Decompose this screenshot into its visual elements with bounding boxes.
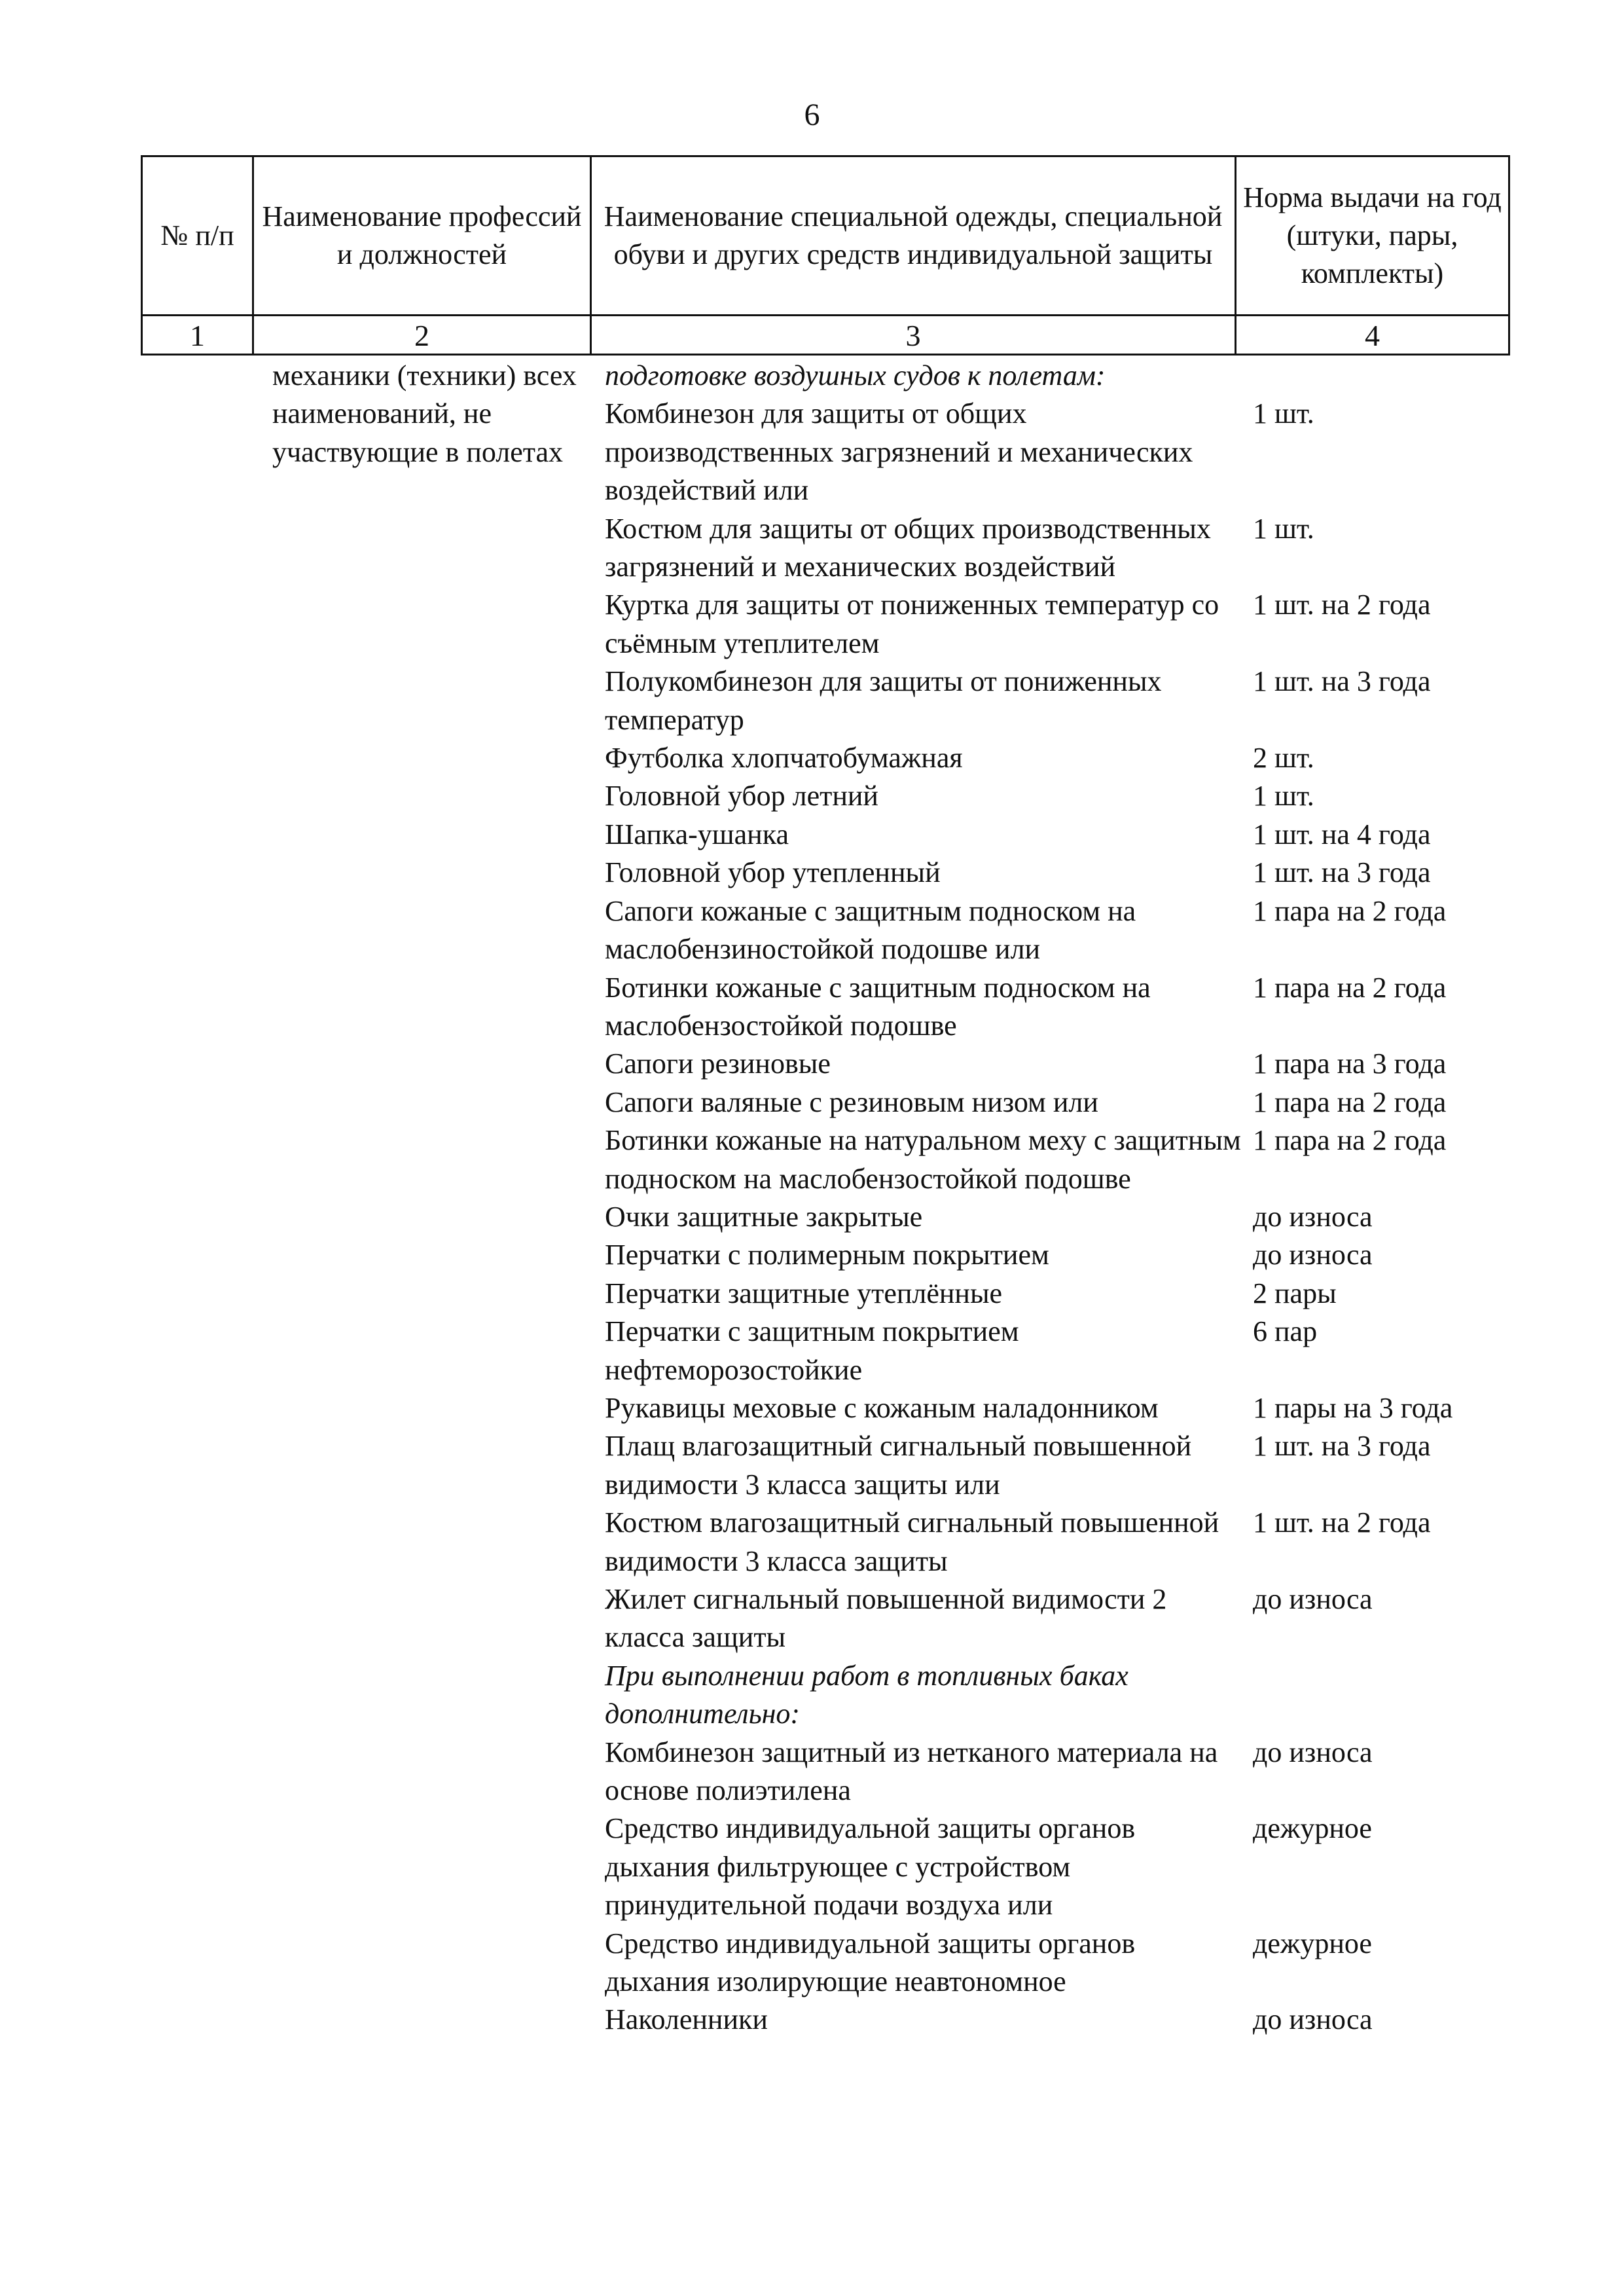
equipment-name: Сапоги кожаные с защитным подноском на маслобензиностойкой подошве или xyxy=(605,894,1136,966)
equipment-row xyxy=(605,1236,1554,1274)
equipment-name: Комбинезон защитный из нетканого материала на основе полиэтилена xyxy=(605,1736,1218,1807)
issue-norm: 1 пары на 3 года xyxy=(1253,1391,1453,1424)
issue-norm: 1 шт. xyxy=(1253,512,1314,545)
ppe-table-header xyxy=(141,155,1510,355)
page-number: 6 xyxy=(804,98,820,132)
column-number-row xyxy=(142,316,1509,355)
issue-norm: 1 шт. на 3 года xyxy=(1253,856,1431,889)
issue-norm: 6 пар xyxy=(1253,1315,1318,1348)
issue-norm: дежурное xyxy=(1253,1927,1372,1959)
issue-norm: 1 шт. xyxy=(1253,397,1314,430)
col-number-3: 3 xyxy=(591,316,1236,355)
issue-norm: 1 шт. на 2 года xyxy=(1253,589,1431,621)
issue-norm xyxy=(1253,1657,1554,1734)
equipment-name: Шапка-ушанка xyxy=(605,818,789,850)
equipment-name: Комбинезон для защиты от общих производственных загрязнений и механических воздействий или xyxy=(605,397,1193,507)
equipment-name: Ботинки кожаные на натуральном меху с защитным подноском на маслобензостойкой подошве xyxy=(605,1124,1241,1195)
equipment-name: Футболка хлопчатобумажная xyxy=(605,742,963,774)
equipment-row xyxy=(605,969,1554,1046)
issue-norm: 1 шт. на 4 года xyxy=(1253,818,1431,850)
equipment-name: подготовке воздушных судов к полетам: xyxy=(605,359,1106,392)
equipment-row xyxy=(605,1580,1554,1657)
equipment-row xyxy=(605,1389,1554,1427)
profession-cell: механики (техники) всех наименований, не участвующие в полетах xyxy=(272,359,577,468)
equipment-row xyxy=(605,510,1554,587)
equipment-name: Плащ влагозащитный сигнальный повышенной видимости 3 класса защиты или xyxy=(605,1430,1192,1501)
equipment-row xyxy=(605,1045,1554,1083)
equipment-list xyxy=(605,357,1554,2039)
equipment-name: Сапоги валяные с резиновым низом или xyxy=(605,1085,1098,1118)
equipment-name: Перчатки защитные утеплённые xyxy=(605,1277,1003,1309)
equipment-name: Костюм влагозащитный сигнальный повышенной видимости 3 класса защиты xyxy=(605,1506,1219,1577)
equipment-name: Жилет сигнальный повышенной видимости 2 класса защиты xyxy=(605,1583,1167,1654)
equipment-name: Наколенники xyxy=(605,2003,768,2036)
col-number-1: 1 xyxy=(142,316,253,355)
issue-norm: до износа xyxy=(1253,1736,1373,1768)
col-number-4: 4 xyxy=(1236,316,1509,355)
issue-norm: 1 пара на 2 года xyxy=(1253,1085,1447,1118)
equipment-name: Ботинки кожаные с защитным подноском на маслобензостойкой подошве xyxy=(605,971,1151,1042)
equipment-name: При выполнении работ в топливных баках дополнительно: xyxy=(605,1659,1128,1730)
equipment-row xyxy=(605,1810,1554,1924)
equipment-row xyxy=(605,1121,1554,1198)
equipment-name: Средство индивидуальной защиты органов дыхания изолирующие неавтономное xyxy=(605,1927,1136,1998)
equipment-row xyxy=(605,395,1554,509)
header-row xyxy=(142,156,1509,316)
equipment-row xyxy=(605,816,1554,854)
equipment-row xyxy=(605,1427,1554,1504)
equipment-name: Головной убор утепленный xyxy=(605,856,941,889)
equipment-row xyxy=(605,2001,1554,2039)
equipment-name: Сапоги резиновые xyxy=(605,1048,831,1080)
equipment-name: Очки защитные закрытые xyxy=(605,1200,923,1233)
equipment-row xyxy=(605,1734,1554,1810)
issue-norm: 1 шт. на 3 года xyxy=(1253,1430,1431,1463)
equipment-name: Куртка для защиты от пониженных температур со съёмным утеплителем xyxy=(605,589,1219,659)
equipment-row xyxy=(605,1084,1554,1121)
equipment-row xyxy=(605,1313,1554,1389)
col-header-equipment: Наименование специальной одежды, специальной обуви и других средств индивидуальной защиты xyxy=(591,156,1236,316)
equipment-name: Полукомбинезон для защиты от пониженных температур xyxy=(605,665,1162,736)
equipment-name: Перчатки с полимерным покрытием xyxy=(605,1239,1049,1271)
issue-norm: дежурное xyxy=(1253,1812,1372,1845)
issue-norm: 1 пара на 2 года xyxy=(1253,894,1447,927)
equipment-row xyxy=(605,663,1554,739)
issue-norm: 1 пара на 2 года xyxy=(1253,971,1447,1004)
section-heading xyxy=(605,1657,1554,1734)
equipment-row xyxy=(605,1275,1554,1313)
equipment-row xyxy=(605,739,1554,777)
equipment-row xyxy=(605,892,1554,969)
equipment-row xyxy=(605,1925,1554,2001)
equipment-row xyxy=(605,1504,1554,1580)
issue-norm: до износа xyxy=(1253,1239,1373,1271)
equipment-name: Средство индивидуальной защиты органов дыхания фильтрующее с устройством принудительной подачи воздуха или xyxy=(605,1812,1136,1922)
equipment-name: Перчатки с защитным покрытием нефтеморозостойкие xyxy=(605,1315,1019,1386)
issue-norm: 2 шт. xyxy=(1253,742,1314,774)
equipment-row xyxy=(605,586,1554,663)
equipment-name: Головной убор летний xyxy=(605,780,878,812)
issue-norm: 1 пара на 2 года xyxy=(1253,1124,1447,1157)
col-header-number: № п/п xyxy=(142,156,253,316)
issue-norm: 1 шт. xyxy=(1253,780,1314,812)
equipment-name: Рукавицы меховые с кожаным наладонником xyxy=(605,1391,1159,1424)
issue-norm: 1 шт. на 2 года xyxy=(1253,1506,1431,1539)
issue-norm: 1 пара на 3 года xyxy=(1253,1048,1447,1080)
equipment-row xyxy=(605,854,1554,892)
equipment-name: Костюм для защиты от общих производственных загрязнений и механических воздействий xyxy=(605,512,1211,583)
issue-norm xyxy=(1253,357,1554,395)
issue-norm: до износа xyxy=(1253,1200,1373,1233)
col-number-2: 2 xyxy=(253,316,591,355)
col-header-norm: Норма выдачи на год (штуки, пары, комплекты) xyxy=(1236,156,1509,316)
issue-norm: до износа xyxy=(1253,1583,1373,1615)
equipment-row xyxy=(605,1198,1554,1236)
issue-norm: 2 пары xyxy=(1253,1277,1337,1309)
issue-norm: 1 шт. на 3 года xyxy=(1253,665,1431,698)
equipment-row xyxy=(605,777,1554,815)
issue-norm: до износа xyxy=(1253,2003,1373,2036)
col-header-profession: Наименование профессий и должностей xyxy=(253,156,591,316)
section-heading xyxy=(605,357,1554,395)
